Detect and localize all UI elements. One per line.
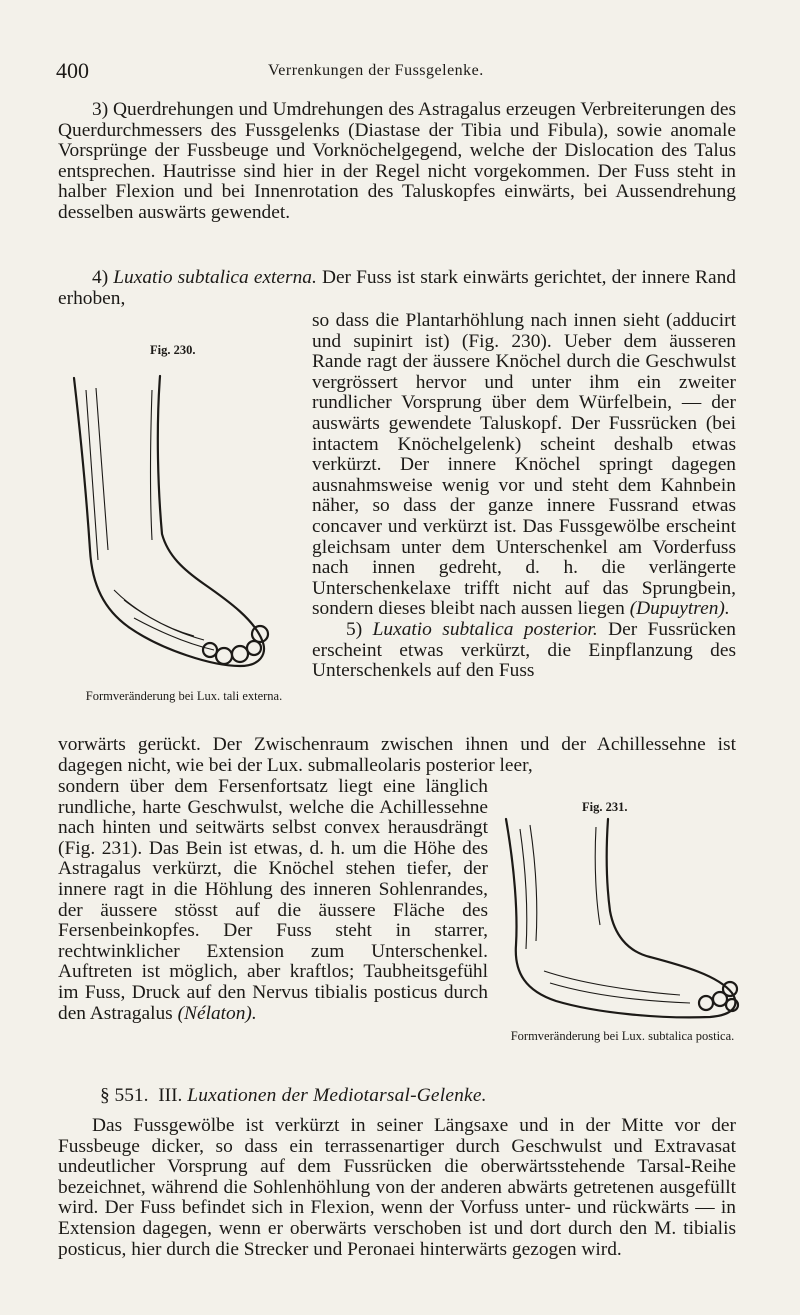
paragraph-3: 3) Querdrehungen und Umdrehungen des Astragalus erzeugen Verbreiterungen des Querdurchmessers des Fussgelenks (Diastase der Tibia und Fibula), sowie anomale Vorsprünge der Fussbeuge und Vorknöchelgegend, welche der Dislocation des Talus entsprechen. Hautrisse sind hier in der Regel nicht vorgekommen. Der Fuss steht in halber Flexion und bei Innenrotation des Taluskopfes einwärts, bei Aussendrehung desselben auswärts gewendet. (58, 99, 736, 223)
fig-230-foot-illustration (64, 370, 274, 680)
paragraph-4-title: Luxatio subtalica externa. (113, 267, 317, 288)
citation-dupuytren: (Dupuytren). (629, 598, 730, 620)
page-number: 400 (56, 58, 89, 83)
section-title: Luxationen der Mediotarsal-Gelenke. (187, 1085, 487, 1106)
paragraph-5-body: sondern über dem Fersenfortsatz liegt eine länglich rundliche, harte Geschwulst, welche die Achillessehne nach hinten und seitwärts selbst convex herausdrängt (Fig. 231). Das Bein ist etwas, d. h. um die Höhe des Astragalus verkürzt, die Knöchel stehen tiefer, der innere ragt in die Höhlung des inneren Sohlenrandes, der äussere stösst auf die äussere Fläche des Fersenbeinkopfes. Der Fuss steht in starrer, rechtwinklicher Extension zum Unterschenkel. Auftreten ist möglich, aber kraftlos; Taubheitsgefühl im Fuss, Druck auf den Nervus tibialis posticus durch den Astragalus (Nélaton). (58, 776, 488, 1024)
fig-230-label: Fig. 230. (150, 343, 196, 357)
fig-231-foot-illustration (500, 815, 745, 1025)
citation-nelaton: (Nélaton). (177, 1002, 257, 1024)
paragraph-5-title: Luxatio subtalica posterior. (372, 618, 598, 640)
fig-230-caption: Formveränderung bei Lux. tali externa. (85, 689, 283, 703)
paragraph-6: Das Fussgewölbe ist verkürzt in seiner Längsaxe und in der Mitte vor der Fussbeuge dicker, so dass ein terrassenartiger durch Geschwulst und Extravasat undeutlicher Vorsprung auf dem Fussrücken die oberwärtsstehende Tarsal-Reihe bezeichnet, während die Sohlenhöhlung von der anderen abwärts getretenen ausgefüllt wird. Der Fuss befindet sich in Flexion, wenn der Vorfuss unter- und rückwärts — in Extension dagegen, wenn er oberwärts verschoben ist und dort durch den M. tibialis posticus, hier durch die Strecker und Peronaei hinterwärts gezogen wird. (58, 1115, 736, 1260)
fig-231-label: Fig. 231. (582, 800, 628, 814)
page-header (56, 58, 760, 88)
fig-231-caption: Formveränderung bei Lux. subtalica postica. (510, 1029, 735, 1043)
paragraph-4-lead: 4) Luxatio subtalica externa. Der Fuss ist stark einwärts gerichtet, der innere Rand erhoben, (58, 267, 736, 309)
paragraph-5-full: vorwärts gerückt. Der Zwischenraum zwischen ihnen und der Achillessehne ist dagegen nicht, wie bei der Lux. submalleolaris posterior leer, (58, 734, 736, 776)
running-title: Verrenkungen der Fussgelenke. (268, 62, 484, 79)
paragraph-4-body: so dass die Plantarhöhlung nach innen sieht (adducirt und supinirt ist) (Fig. 230). Ueber dem äusseren Rande ragt der äussere Knöchel durch die Geschwulst vergrössert hervor und unter ihm ein zweiter rundlicher Vorsprung über dem Würfelbein, — der auswärts gewendete Taluskopf. Der Fussrücken (bei intactem Knöchelgelenk) scheint deshalb etwas verkürzt. Der innere Knöchel springt dagegen ausnahmsweise wenig vor und steht dem Kahnbein näher, so dass der ganze innere Fussrand etwas concaver und verkürzt ist. Das Fussgewölbe erscheint gleichsam unter dem Unterschenkel am Vorderfuss nach innen gedreht, d. h. die verlängerte Unterschenkelaxe trifft nicht auf das Sprungbein, sondern dieses bleibt nach aussen liegen (Dupuytren). 5) Luxatio subtalica posterior. Der Fussrücken erscheint etwas verkürzt, die Einpflanzung des Unterschenkels auf den Fuss (312, 310, 736, 682)
section-heading: § 551. III. Luxationen der Mediotarsal-Gelenke. (100, 1085, 487, 1106)
